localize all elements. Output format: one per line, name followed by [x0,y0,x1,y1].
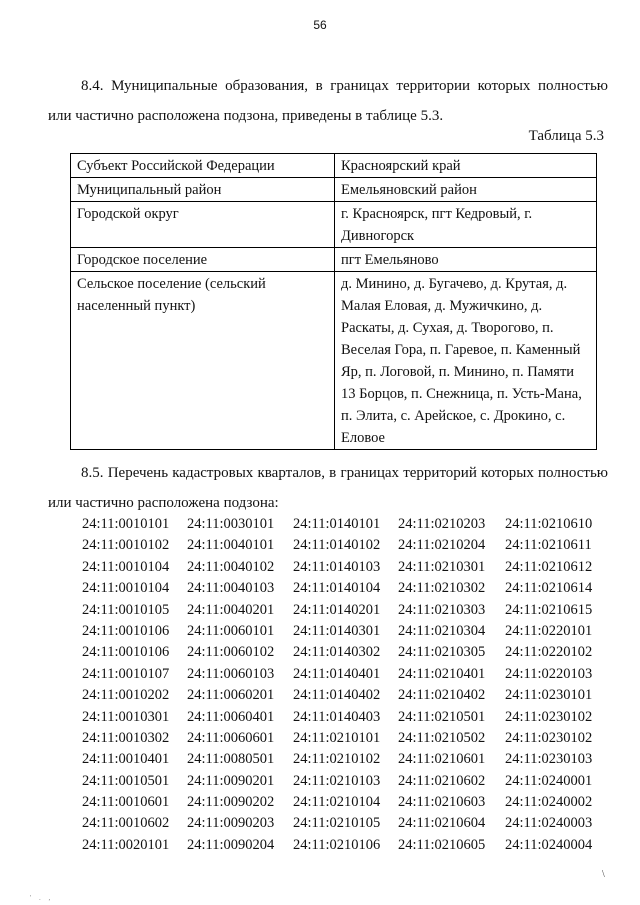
cadastral-quarter-item: 24:11:0010401 [82,751,170,768]
cadastral-quarter-item: 24:11:0210101 [293,729,381,746]
cadastral-quarter-item: 24:11:0010104 [82,580,170,597]
cadastral-quarter-item: 24:11:0060103 [187,665,275,682]
table-cell-label: Городское поселение [71,248,335,272]
cadastral-quarter-item: 24:11:0210203 [398,516,486,532]
cadastral-quarter-item: 24:11:0010301 [82,708,170,725]
cadastral-quarter-item: 24:11:0210302 [398,580,486,597]
cadastral-quarter-item: 24:11:0230101 [505,687,593,704]
cadastral-quarter-item: 24:11:0090202 [187,794,275,811]
cadastral-quarter-item: 24:11:0220102 [505,644,593,661]
cadastral-quarter-item: 24:11:0040101 [187,537,275,554]
cadastral-quarter-item: 24:11:0010202 [82,687,170,704]
table-cell-label: Городской округ [71,202,335,248]
cadastral-quarter-item: 24:11:0210305 [398,644,486,661]
cadastral-quarter-item: 24:11:0210501 [398,708,486,725]
cadastral-quarter-item: 24:11:0010302 [82,729,170,746]
scan-edge-marks: ' . , [30,894,54,902]
cadastral-quarter-item: 24:11:0210602 [398,772,486,789]
cadastral-quarter-item: 24:11:0220101 [505,622,593,639]
pen-mark: \ [602,869,605,880]
table-cell-label: Муниципальный район [71,178,335,202]
cadastral-quarter-item: 24:11:0140402 [293,687,381,704]
cadastral-quarter-item: 24:11:0010501 [82,772,170,789]
cadastral-quarter-item: 24:11:0210612 [505,558,593,575]
cadastral-quarter-item: 24:11:0140101 [293,516,381,532]
cadastral-quarter-item: 24:11:0210102 [293,751,381,768]
table-row [71,178,597,202]
cadastral-quarter-item: 24:11:0020101 [82,836,170,853]
cadastral-quarter-item: 24:11:0140103 [293,558,381,575]
cadastral-quarter-item: 24:11:0210610 [505,516,593,532]
section-8-5-paragraph [48,458,608,518]
cadastral-quarter-item: 24:11:0080501 [187,751,275,768]
cadastral-quarter-item: 24:11:0210204 [398,537,486,554]
section-8-4-text: 8.4. Муниципальные образования, в границах территории которых полностью или частично расположена подзона, приведены в таблице 5.3. [48,78,608,124]
cadastral-quarter-item: 24:11:0140403 [293,708,381,725]
cadastral-quarter-item: 24:11:0090203 [187,815,275,832]
cadastral-quarter-item: 24:11:0210611 [505,537,592,554]
cadastral-quarter-item: 24:11:0210401 [398,665,486,682]
table-cell-label: Субъект Российской Федерации [71,154,335,178]
table-cell-value: д. Минино, д. Бугачево, д. Крутая, д. Малая Еловая, д. Мужичкино, д. Раскаты, д. Сухая, д. Творогово, п. Веселая Гора, п. Гаревое, п. Каменный Яр, п. Логовой, п. Минино, п. Памяти 13 Борцов, п. Снежница, п. Усть-Мана, п. Элита, с. Арейское, с. Дрокино, с. Еловое [335,272,597,450]
cadastral-quarter-item: 24:11:0230102 [505,708,593,725]
cadastral-quarter-item: 24:11:0210303 [398,601,486,618]
section-8-5-text: 8.5. Перечень кадастровых кварталов, в границах территорий которых полностью или частично расположена подзона: [48,465,608,511]
cadastral-quarter-item: 24:11:0210603 [398,794,486,811]
cadastral-quarter-item: 24:11:0040201 [187,601,275,618]
cadastral-quarter-item: 24:11:0010107 [82,665,170,682]
cadastral-quarter-item: 24:11:0210104 [293,794,381,811]
cadastral-quarter-item: 24:11:0140201 [293,601,381,618]
cadastral-quarter-item: 24:11:0210301 [398,558,486,575]
cadastral-quarter-item: 24:11:0210614 [505,580,593,597]
cadastral-quarter-item: 24:11:0140104 [293,580,381,597]
cadastral-quarter-item: 24:11:0060201 [187,687,275,704]
cadastral-quarter-item: 24:11:0040102 [187,558,275,575]
cadastral-quarter-item: 24:11:0140301 [293,622,381,639]
cadastral-quarter-item: 24:11:0010104 [82,558,170,575]
cadastral-quarter-item: 24:11:0210106 [293,836,381,853]
cadastral-quarter-item: 24:11:0210105 [293,815,381,832]
cadastral-quarter-item: 24:11:0010102 [82,537,170,554]
table-row [71,202,597,248]
table-cell-value: г. Красноярск, пгт Кедровый, г. Дивногорск [335,202,597,248]
table-row [71,272,597,450]
table-row [71,154,597,178]
cadastral-quarter-item: 24:11:0140401 [293,665,381,682]
cadastral-quarter-item: 24:11:0060101 [187,622,275,639]
cadastral-quarter-item: 24:11:0240003 [505,815,593,832]
cadastral-quarter-item: 24:11:0240002 [505,794,593,811]
cadastral-quarter-item: 24:11:0060102 [187,644,275,661]
cadastral-quarter-item: 24:11:0030101 [187,516,275,532]
cadastral-quarter-item: 24:11:0210304 [398,622,486,639]
section-8-4-paragraph [48,71,608,131]
cadastral-quarter-item: 24:11:0090204 [187,836,275,853]
cadastral-quarter-item: 24:11:0040103 [187,580,275,597]
cadastral-quarter-item: 24:11:0210103 [293,772,381,789]
cadastral-quarter-item: 24:11:0010106 [82,644,170,661]
municipal-table [70,153,597,450]
cadastral-quarter-item: 24:11:0010601 [82,794,170,811]
table-cell-label: Сельское поселение (сельский населенный пункт) [71,272,335,450]
cadastral-quarter-item: 24:11:0140302 [293,644,381,661]
cadastral-quarter-item: 24:11:0140102 [293,537,381,554]
cadastral-quarters-list [82,514,609,856]
cadastral-quarter-item: 24:11:0010106 [82,622,170,639]
cadastral-quarter-item: 24:11:0210601 [398,751,486,768]
cadastral-quarter-item: 24:11:0210615 [505,601,593,618]
table-cell-value: Красноярский край [335,154,597,178]
cadastral-quarter-item: 24:11:0210604 [398,815,486,832]
cadastral-quarter-item: 24:11:0010105 [82,601,170,618]
cadastral-quarter-item: 24:11:0230103 [505,751,593,768]
cadastral-quarter-item: 24:11:0010602 [82,815,170,832]
cadastral-quarter-item: 24:11:0060601 [187,729,275,746]
cadastral-quarter-item: 24:11:0220103 [505,665,593,682]
page-number: 56 [313,18,327,32]
table-cell-value: пгт Емельяново [335,248,597,272]
cadastral-quarter-item: 24:11:0060401 [187,708,275,725]
cadastral-quarter-item: 24:11:0240001 [505,772,593,789]
cadastral-quarter-item: 24:11:0010101 [82,516,170,532]
table-caption: Таблица 5.3 [528,128,604,144]
table-cell-value: Емельяновский район [335,178,597,202]
cadastral-quarter-item: 24:11:0210605 [398,836,486,853]
cadastral-quarter-item: 24:11:0210402 [398,687,486,704]
table-row [71,248,597,272]
cadastral-quarter-item: 24:11:0210502 [398,729,486,746]
cadastral-quarter-item: 24:11:0090201 [187,772,275,789]
cadastral-quarter-item: 24:11:0230102 [505,729,593,746]
cadastral-quarter-item: 24:11:0240004 [505,836,593,853]
